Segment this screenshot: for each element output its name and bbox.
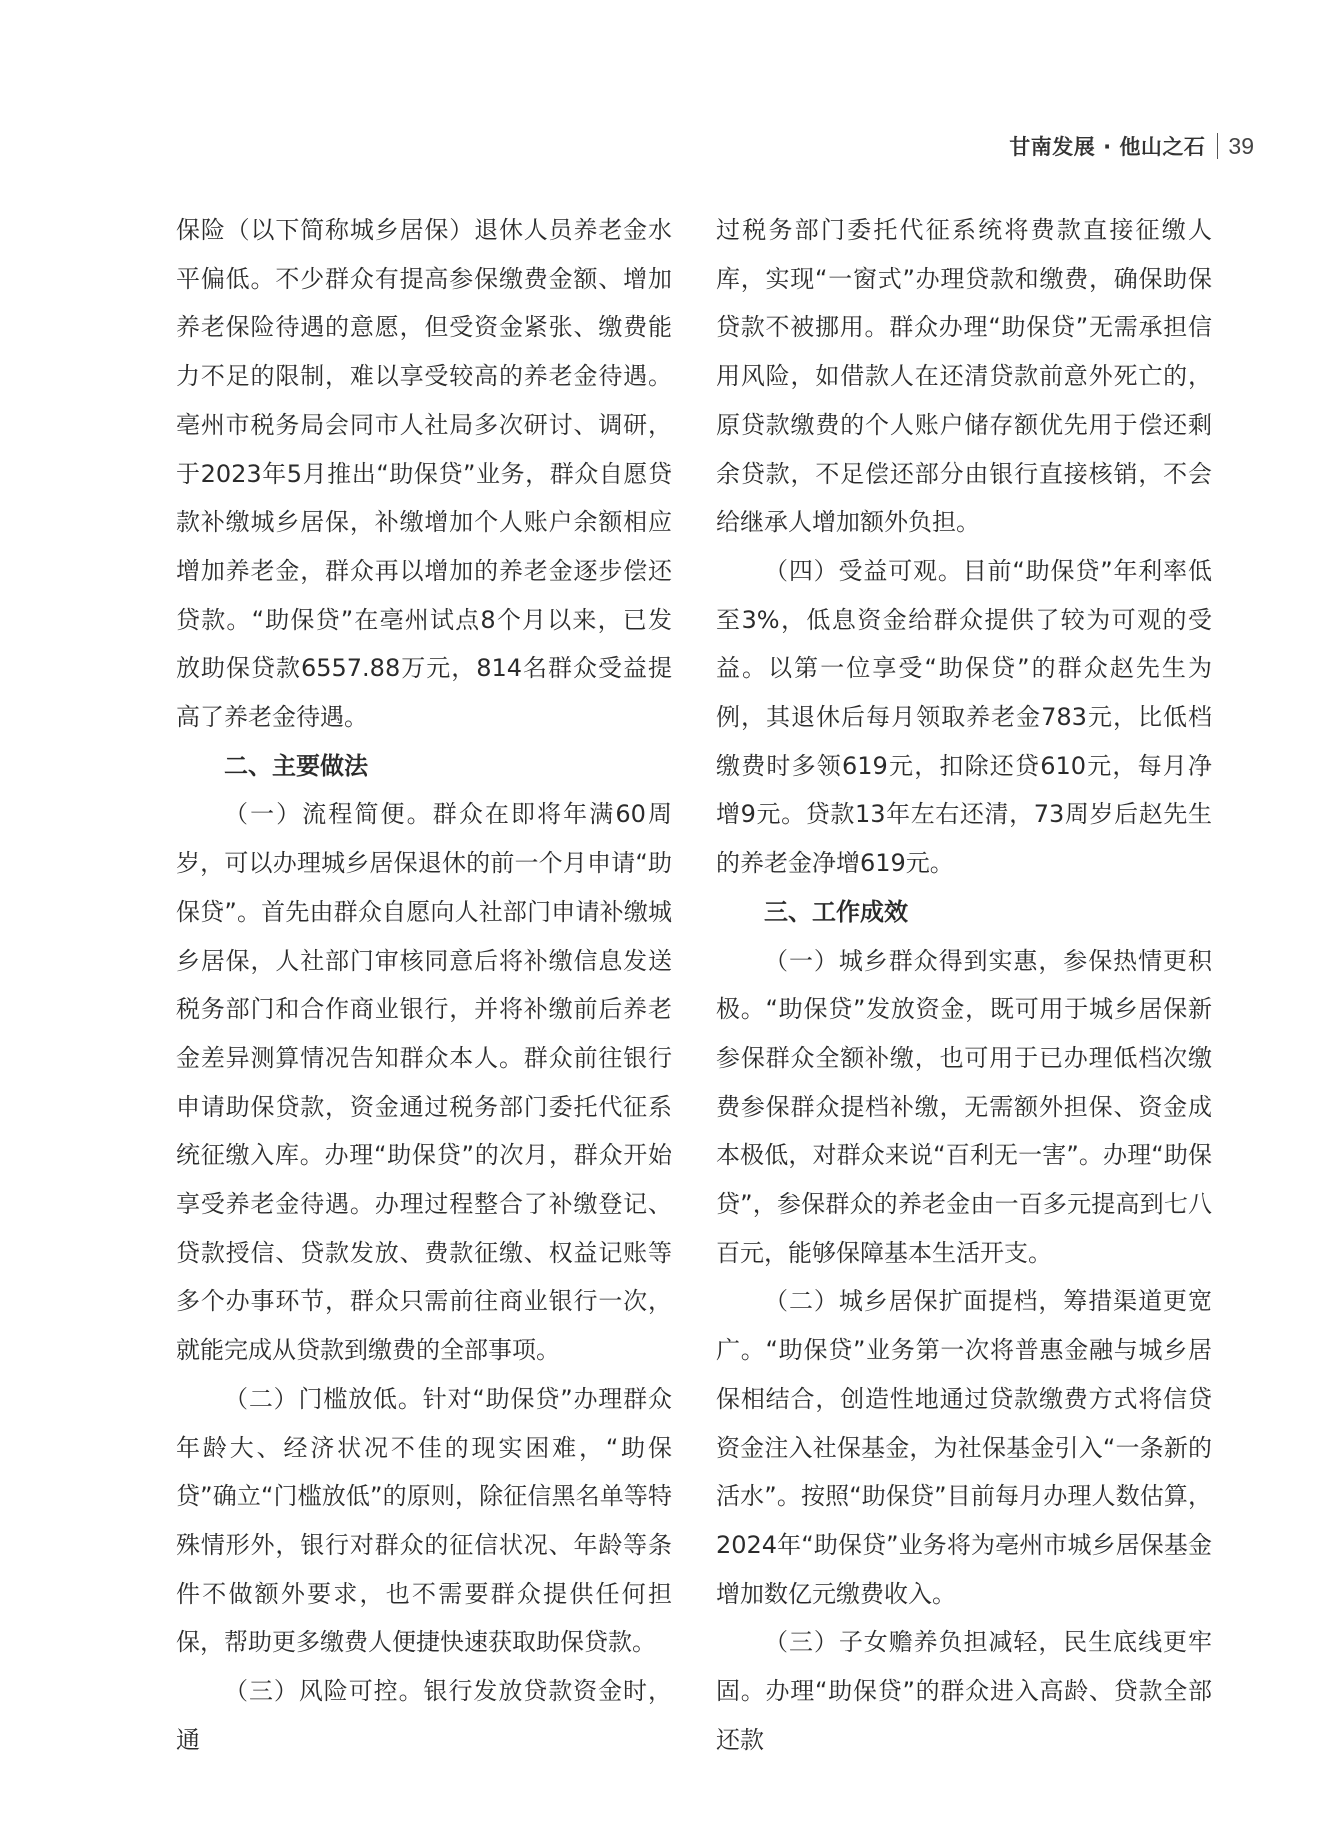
paragraph: （四）受益可观。目前“助保贷”年利率低至3%，低息资金给群众提供了较为可观的受益。以第一位享受“助保贷”的群众赵先生为例，其退休后每月领取养老金783元，比低档缴费时多领619元，扣除还贷610元，每月净增9元。贷款13年左右还清，73周岁后赵先生的养老金净增619元。 [716,556,1212,878]
running-header [1009,131,1254,161]
paragraph: （二）门槛放低。针对“助保贷”办理群众年龄大、经济状况不佳的现实困难，“助保贷”确立“门槛放低”的原则，除征信黑名单等特殊情形外，银行对群众的征信状况、年龄等条件不做额外要求，也不需要群众提供任何担保，帮助更多缴费人便捷快速获取助保贷款。 [176,1384,672,1657]
right-column [716,206,1212,1765]
paragraph: （三）风险可控。银行发放贷款资金时，通 [176,1677,672,1754]
page-number: 39 [1228,132,1254,159]
paragraph: （二）城乡居保扩面提档，筹措渠道更宽广。“助保贷”业务第一次将普惠金融与城乡居保相结合，创造性地通过贷款缴费方式将信贷资金注入社保基金，为社保基金引入“一条新的活水”。按照“助保贷”目前每月办理人数估算，2024年“助保贷”业务将为亳州市城乡居保基金增加数亿元缴费收入。 [716,1287,1212,1608]
paragraph: （三）子女赡养负担减轻，民生底线更牢固。办理“助保贷”的群众进入高龄、贷款全部还款 [716,1628,1212,1754]
paragraph: 过税务部门委托代征系统将费款直接征缴人库，实现“一窗式”办理贷款和缴费，确保助保贷款不被挪用。群众办理“助保贷”无需承担信用风险，如借款人在还清贷款前意外死亡的，原贷款缴费的个人账户储存额优先用于偿还剩余贷款，不足偿还部分由银行直接核销，不会给继承人增加额外负担。 [716,216,1212,537]
paragraph: 保险（以下简称城乡居保）退休人员养老金水平偏低。不少群众有提高参保缴费金额、增加养老保险待遇的意愿，但受资金紧张、缴费能力不足的限制，难以享受较高的养老金待遇。亳州市税务局会同市人社局多次研讨、调研，于2023年5月推出“助保贷”业务，群众自愿贷款补缴城乡居保，补缴增加个人账户余额相应增加养老金，群众再以增加的养老金逐步偿还贷款。“助保贷”在亳州试点8个月以来，已发放助保贷款6557.88万元，814名群众受益提高了养老金待遇。 [176,216,672,732]
paragraph: （一）城乡群众得到实惠，参保热情更积极。“助保贷”发放资金，既可用于城乡居保新参保群众全额补缴，也可用于已办理低档次缴费参保群众提档补缴，无需额外担保、资金成本极低，对群众来说“百利无一害”。办理“助保贷”，参保群众的养老金由一百多元提高到七八百元，能够保障基本生活开支。 [716,946,1212,1267]
left-column [176,206,672,1765]
section-title: 甘南发展 · 他山之石 [1009,135,1206,159]
section-heading: 三、工作成效 [764,897,908,926]
paragraph: （一）流程简便。群众在即将年满60周岁，可以办理城乡居保退休的前一个月申请“助保贷”。首先由群众自愿向人社部门申请补缴城乡居保，人社部门审核同意后将补缴信息发送税务部门和合作商业银行，并将补缴前后养老金差异测算情况告知群众本人。群众前往银行申请助保贷款，资金通过税务部门委托代征系统征缴入库。办理“助保贷”的次月，群众开始享受养老金待遇。办理过程整合了补缴登记、贷款授信、贷款发放、费款征缴、权益记账等多个办事环节，群众只需前往商业银行一次，就能完成从贷款到缴费的全部事项。 [176,800,672,1365]
header-divider [1217,133,1218,159]
section-heading: 二、主要做法 [224,751,368,780]
